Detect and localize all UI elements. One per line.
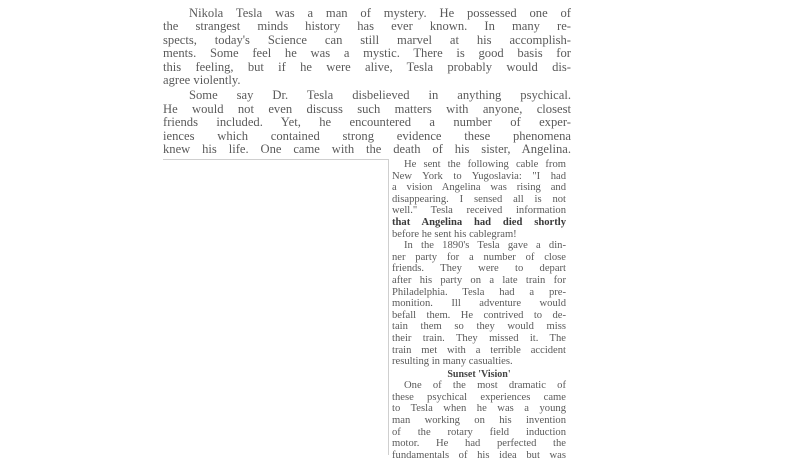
horizontal-column-rule bbox=[163, 159, 389, 160]
text-line: ner party for a number of close bbox=[392, 251, 566, 263]
article-top-block bbox=[163, 7, 571, 156]
text-line: train met with a terrible accident bbox=[392, 344, 566, 356]
text-line: iences which contained strong evidence these phenomena bbox=[163, 128, 571, 143]
section-subheading: Sunset 'Vision' bbox=[447, 368, 511, 380]
paragraph-dinner-party bbox=[392, 240, 566, 368]
text-line: monition. Ill adventure would bbox=[392, 298, 566, 310]
text-line: friends included. Yet, he encountered a number of exper- bbox=[163, 115, 571, 130]
text-line: He would not even discuss such matters with anyone, closest bbox=[163, 101, 571, 116]
text-line: agree violently. bbox=[163, 73, 241, 88]
text-line: spects, today's Science can still marvel at his accomplish- bbox=[163, 32, 571, 47]
text-line: before he sent his cablegram! bbox=[392, 228, 517, 240]
text-line: Nikola Tesla was a man of mystery. He possessed one of bbox=[189, 6, 571, 20]
text-line: these psychical experiences came bbox=[392, 391, 566, 403]
text-line: resulting in many casualties. bbox=[392, 356, 513, 368]
text-line: Philadelphia. Tesla had a pre- bbox=[392, 286, 566, 298]
text-line: this feeling, but if he were alive, Tesla probably would dis- bbox=[163, 59, 571, 74]
text-line: tain them so they would miss bbox=[392, 321, 566, 333]
text-line: In the 1890's Tesla gave a din- bbox=[404, 240, 566, 252]
text-line: after his party on a late train for bbox=[392, 274, 566, 286]
text-line: disappearing. I sensed all is not bbox=[392, 193, 566, 205]
text-line: ments. Some feel he was a mystic. There is good basis for bbox=[163, 46, 571, 61]
paragraph-intro bbox=[163, 7, 571, 87]
text-line: He sent the following cable from bbox=[404, 159, 566, 170]
text-line: that Angelina had died shortly bbox=[392, 216, 566, 228]
text-line: befall them. He contrived to de- bbox=[392, 309, 566, 321]
text-line: well." Tesla received information bbox=[392, 205, 566, 217]
paragraph-sunset-vision bbox=[392, 380, 566, 461]
text-line: to Tesla when he was a young bbox=[392, 403, 566, 415]
vertical-column-rule bbox=[388, 159, 389, 455]
paragraph-disbelief bbox=[163, 89, 571, 156]
text-line: a vision Angelina was rising and bbox=[392, 182, 566, 194]
text-line: motor. He had perfected the bbox=[392, 438, 566, 450]
text-line: New York to Yugoslavia: "I had bbox=[392, 170, 566, 182]
paragraph-cable bbox=[392, 159, 566, 240]
text-line: knew his life. One came with the death of his sister, Angelina. bbox=[163, 142, 571, 157]
text-line: their train. They missed it. The bbox=[392, 332, 566, 344]
text-line: of the rotary field induction bbox=[392, 426, 566, 438]
text-line: man working on his invention bbox=[392, 415, 566, 427]
text-line: the strangest minds history has ever known. In many re- bbox=[163, 19, 571, 34]
text-line: friends. They were to depart bbox=[392, 263, 566, 275]
text-line: One of the most dramatic of bbox=[404, 380, 566, 392]
text-line: fundamentals of his idea but was bbox=[392, 449, 566, 461]
text-line: Some say Dr. Tesla disbelieved in anything psychical. bbox=[189, 88, 571, 103]
article-column bbox=[392, 159, 566, 461]
